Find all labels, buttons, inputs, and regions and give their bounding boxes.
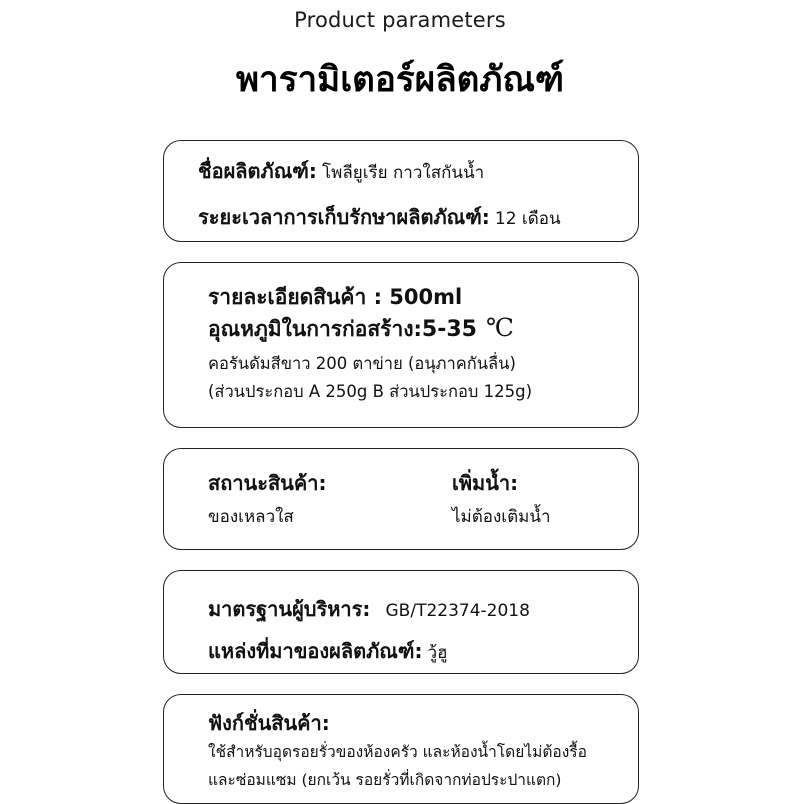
origin-value: วู้ฮู (427, 643, 448, 663)
standard-row (208, 593, 530, 625)
standard-origin-box (163, 570, 639, 674)
standard-value: GB/T22374-2018 (385, 601, 530, 621)
function-line-1: ใช้สำหรับอุดรอยรั่วของห้องครัว และห้องน้ำโดยไม่ต้องรื้อ (208, 743, 587, 761)
add-water-value: ไม่ต้องเติมน้ำ (452, 507, 551, 527)
description-line-2: (ส่วนประกอบ A 250g B ส่วนประกอบ 125g) (208, 382, 533, 401)
function-line-2: และซ่อมแซม (ยกเว้น รอยรั่วที่เกิดจากท่อประปาแตก) (208, 771, 562, 789)
shelf-life-value: 12 เดือน (494, 209, 561, 229)
description-line-1: คอรันดัมสีขาว 200 ตาข่าย (อนุภาคกันลื่น) (208, 354, 516, 373)
temperature-row (208, 313, 514, 346)
standard-label: มาตรฐานผู้บริหาร: (208, 597, 371, 621)
function-label: ฟังก์ชั่นสินค้า: (208, 711, 330, 735)
product-name-row (198, 155, 484, 187)
temperature-value: 5-35 (421, 317, 477, 342)
origin-row (208, 635, 447, 667)
shelf-life-row (198, 201, 561, 233)
celsius-symbol: ℃ (486, 313, 515, 342)
state-value: ของเหลวใส (208, 507, 294, 527)
page-title: พารามิเตอร์ผลิตภัณฑ์ (235, 60, 565, 100)
temperature-label: อุณหภูมิในการก่อสร้าง: (208, 317, 422, 341)
product-state-box (163, 448, 639, 550)
product-detail-box (163, 262, 639, 428)
page-subtitle: Product parameters (294, 8, 506, 32)
product-name-value: โพลียูเรีย กาวใสกันน้ำ (321, 163, 485, 183)
add-water-label: เพิ่มน้ำ: (452, 471, 519, 495)
product-function-box (163, 694, 639, 804)
shelf-life-label: ระยะเวลาการเก็บรักษาผลิตภัณฑ์: (198, 205, 490, 229)
state-label: สถานะสินค้า: (208, 471, 327, 495)
product-detail-line: รายละเอียดสินค้า : 500ml (208, 285, 463, 309)
product-name-label: ชื่อผลิตภัณฑ์: (198, 159, 317, 183)
product-name-box (163, 140, 639, 242)
origin-label: แหล่งที่มาของผลิตภัณฑ์: (208, 639, 423, 663)
